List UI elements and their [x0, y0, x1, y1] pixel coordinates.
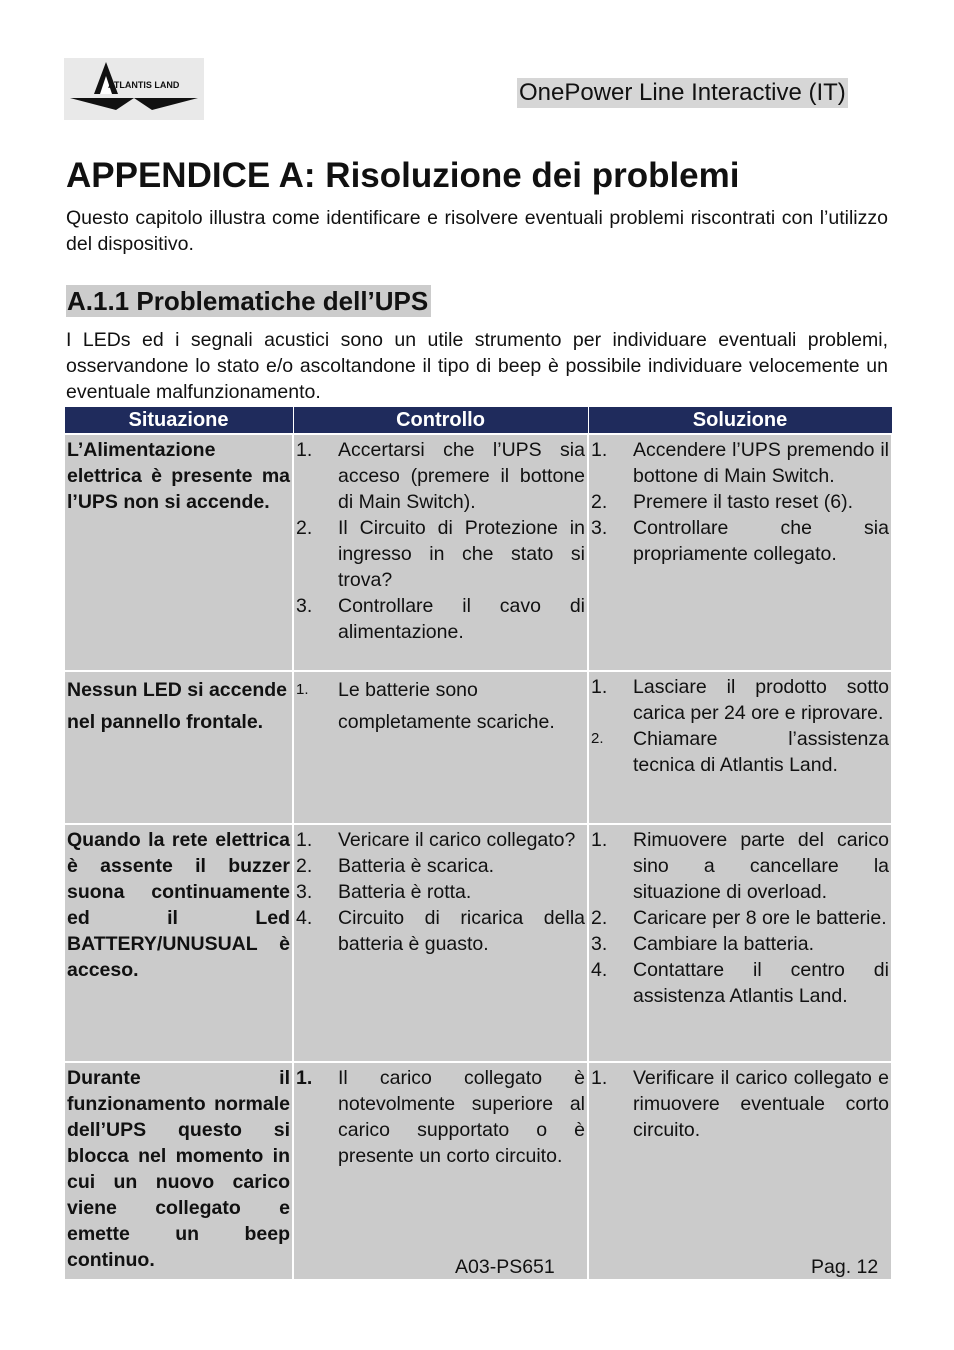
item-text: Lasciare il prodotto sotto carica per 24 ore e riprovare. — [633, 676, 889, 724]
item-number: 4. — [591, 959, 608, 981]
situation-cell: Nessun LED si accende nel pannello frontale. — [64, 671, 293, 824]
list-item — [591, 1065, 889, 1143]
item-number: 1. — [296, 681, 309, 698]
item-text: Contattare il centro di assistenza Atlantis Land. — [633, 959, 889, 1007]
item-number: 2. — [296, 517, 313, 539]
check-list — [296, 827, 585, 957]
item-text: Vericare il carico collegato? — [338, 829, 576, 851]
check-list — [296, 437, 585, 645]
list-item — [591, 827, 889, 905]
solution-cell — [588, 824, 892, 1062]
item-text: Circuito di ricarica della batteria è guasto. — [338, 907, 585, 955]
item-number: 1. — [296, 1067, 313, 1089]
check-cell — [293, 1062, 588, 1280]
list-item — [296, 1065, 585, 1169]
item-number: 3. — [296, 595, 313, 617]
item-text: Controllare il cavo di alimentazione. — [338, 595, 585, 643]
troubleshooting-table — [63, 406, 893, 1281]
check-list — [296, 1065, 585, 1169]
list-item — [591, 515, 889, 567]
item-text: Rimuovere parte del carico sino a cancellare la situazione di overload. — [633, 829, 889, 903]
header-soluzione: Soluzione — [588, 407, 892, 435]
solution-cell — [588, 671, 892, 824]
item-text: Il Circuito di Protezione in ingresso in che stato si trova? — [338, 517, 585, 591]
item-number: 4. — [296, 907, 313, 929]
table-row — [64, 824, 892, 1062]
page-number: Pag. 12 — [811, 1256, 879, 1278]
item-number: 2. — [591, 491, 608, 513]
situation-cell: Quando la rete elettrica è assente il buzzer suona continuamente ed il Led BATTERY/UNUSUAL è acceso. — [64, 824, 293, 1062]
list-item — [296, 437, 585, 515]
table-header-row — [64, 407, 892, 435]
item-number: 1. — [591, 829, 608, 851]
section-intro-paragraph: I LEDs ed i segnali acustici sono un utile strumento per individuare eventuali problemi, osservandone lo stato e/o ascoltandone il tipo di beep è possibile individuare velocemente un eventuale malfunzionamento. — [66, 329, 888, 403]
item-text: Controllare che sia propriamente collegato. — [633, 517, 889, 565]
check-list — [296, 674, 585, 738]
logo-brand: ATLANTIS LAND — [108, 80, 180, 90]
item-text: Il carico collegato è notevolmente superiore al carico supportato o è presente un corto circuito. — [338, 1067, 585, 1167]
document-code: A03-PS651 — [455, 1256, 555, 1278]
item-text: Batteria è rotta. — [338, 881, 472, 903]
list-item — [296, 879, 585, 905]
table-row — [64, 434, 892, 671]
item-text: Verificare il carico collegato e rimuovere eventuale corto circuito. — [633, 1067, 889, 1141]
list-item — [591, 931, 889, 957]
item-number: 3. — [591, 933, 608, 955]
item-number: 1. — [591, 1067, 608, 1089]
intro-paragraph: Questo capitolo illustra come identificare e risolvere eventuali problemi riscontrati con l’utilizzo del dispositivo. — [66, 207, 888, 255]
situation-cell: Durante il funzionamento normale dell’UPS questo si blocca nel momento in cui un nuovo carico viene collegato e emette un beep continuo. — [64, 1062, 293, 1280]
list-item — [591, 905, 889, 931]
item-text: Caricare per 8 ore le batterie. — [633, 907, 887, 929]
atlantis-land-logo — [64, 58, 204, 120]
list-item — [296, 593, 585, 645]
list-item — [591, 957, 889, 1009]
item-number: 2. — [591, 730, 604, 747]
situation-cell: L’Alimentazione elettrica è presente ma l’UPS non si accende. — [64, 434, 293, 671]
item-number: 1. — [591, 676, 608, 698]
list-item — [296, 827, 585, 853]
item-text: Batteria è scarica. — [338, 855, 495, 877]
header-controllo: Controllo — [293, 407, 588, 435]
check-cell — [293, 434, 588, 671]
solution-list — [591, 1065, 889, 1143]
solution-cell — [588, 1062, 892, 1280]
item-number: 2. — [591, 907, 608, 929]
list-item — [296, 853, 585, 879]
solution-list — [591, 437, 889, 567]
check-cell — [293, 824, 588, 1062]
item-text: Premere il tasto reset (6). — [633, 491, 853, 513]
section-title: A.1.1 Problematiche dell’UPS — [66, 285, 431, 317]
solution-cell — [588, 434, 892, 671]
list-item — [296, 905, 585, 957]
item-number: 2. — [296, 855, 313, 877]
header-situazione: Situazione — [64, 407, 293, 435]
list-item — [591, 489, 889, 515]
item-text: Accertarsi che l’UPS sia acceso (premere il bottone di Main Switch). — [338, 439, 585, 513]
item-text: Cambiare la batteria. — [633, 933, 815, 955]
list-item — [591, 726, 889, 778]
item-number: 1. — [591, 439, 608, 461]
list-item — [296, 674, 585, 738]
item-number: 1. — [296, 439, 313, 461]
item-number: 3. — [591, 517, 608, 539]
item-text: Le batterie sono completamente scariche. — [338, 679, 555, 733]
item-text: Chiamare l’assistenza tecnica di Atlantis Land. — [633, 728, 889, 776]
list-item — [591, 437, 889, 489]
item-number: 1. — [296, 829, 313, 851]
table-row — [64, 671, 892, 824]
document-title: OnePower Line Interactive (IT) — [519, 79, 846, 106]
solution-list — [591, 827, 889, 1009]
page-title: APPENDICE A: Risoluzione dei problemi — [66, 156, 740, 195]
item-number: 3. — [296, 881, 313, 903]
check-cell — [293, 671, 588, 824]
item-text: Accendere l’UPS premendo il bottone di Main Switch. — [633, 439, 889, 487]
list-item — [296, 515, 585, 593]
list-item — [591, 674, 889, 726]
table-row — [64, 1062, 892, 1280]
solution-list — [591, 674, 889, 778]
